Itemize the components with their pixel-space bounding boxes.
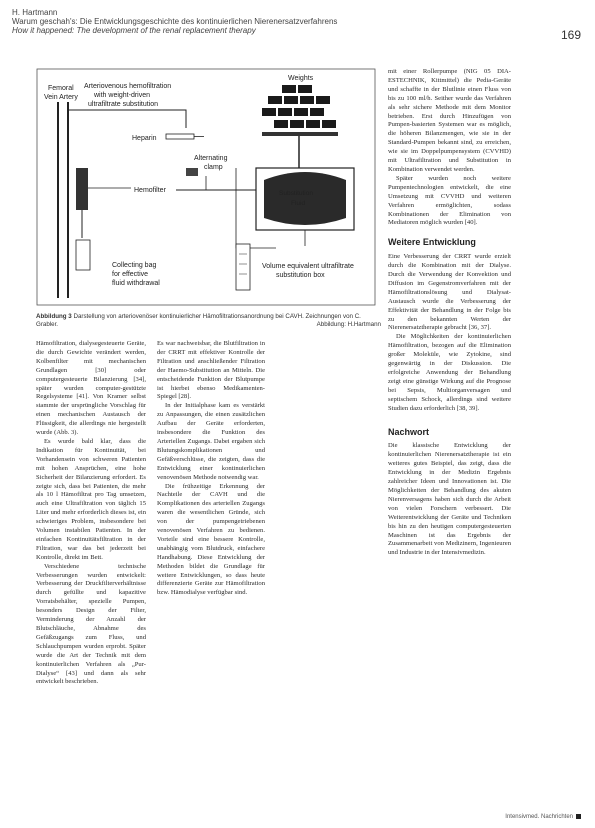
label-fluid: Fluid <box>291 200 306 207</box>
label-vein-artery: Vein Artery <box>44 94 78 101</box>
footer-journal: Intensivmed. Nachrichten <box>505 814 573 820</box>
header-title-en: How it happened: The development of the renal replacement therapy <box>12 26 256 35</box>
page-footer <box>505 814 581 820</box>
header-title-de: Warum geschah's: Die Entwicklungsgeschichte des kontinuierlichen Nierenersatzverfahrens <box>12 17 338 26</box>
page-number: 169 <box>560 28 581 42</box>
label-heparin: Heparin <box>132 135 157 142</box>
label-collecting-3: fluid withdrawal <box>112 280 160 287</box>
measuring-cylinder-icon <box>236 244 250 290</box>
paragraph: Später wurden noch weitere Pumpentechnologien entwickelt, die eine Umsetzung mit CVVHD und weiteren Verfahren ermöglichten, sodass Kombinationen der Elimination von Mediatoren möglich wurden [40]. <box>388 174 511 227</box>
label-femoral: Femoral <box>48 85 74 92</box>
label-collecting-2: for effective <box>112 271 149 278</box>
label-volume-2: substitution box <box>276 272 325 279</box>
paragraph: In der Initialphase kam es verstärkt zu Anpassungen, die einen zusätzlichen Aufbau der Geräte erforderten, insbesondere die Funktion des Arteriellen Zugangs. Dabei ergaben sich Blutungskomplikationen und Gefäßverschlüsse, die zeigten, dass die Entwicklung einer kontinuierlichen venovenösen Methode notwendig war. <box>157 402 265 481</box>
caption-text: Darstellung von arteriovenöser kontinuierlicher Hämofiltrationsanordnung bei CAVH. Zeichnungen von C. Grabler. <box>36 313 361 328</box>
paragraph: mit einer Rollerpumpe (NIG 05 DIA-ESTECHNIK, Kittmittel) die Pedia-Geräte und schaffte in der Blutlinie einen Fluss von bis zu 100 ml/h. Seither wurde das Verfahren als sehr sichere Methode mit dem Monitor betrieben. Erst durch Hinzufügen von Pumpen-basierten Systemen war es möglich, die höheren Bilanzmengen, wie sie in der Standard-Pumpen bekannt sind, zu erreichen, wie sie im Doppelpumpensystem (CVVHD) mit Ultrafiltration und Substitution in Kombination verwendet werden. <box>388 68 511 173</box>
paragraph: Die klassische Entwicklung der kontinuierlichen Nierenersatztherapie ist ein weiteres gutes Beispiel, das zeigt, dass die Entwicklung in der Medizin Ergebnis zahlreicher Ideen und Innovationen ist. Die Möglichkeiten der Behandlung des akuten Nierenversagens haben sich durch die Arbeit von vielen Forschern verbessert. Die Weiterentwicklung der Geräte und Techniken bis hin zu den heutigen computergesteuerten Maschinen ist das Ergebnis der Zusammenarbeit von Medizinern, Ingenieuren und Industrie in der Intensivmedizin. <box>388 442 511 557</box>
text-column-3 <box>388 68 511 558</box>
label-avh-1: Arteriovenous hemofiltration <box>84 83 172 90</box>
running-header <box>12 8 337 35</box>
section-heading-nachwort: Nachwort <box>388 426 430 437</box>
paragraph: Hämofiltration, dialysegesteuerte Geräte, die durch Gewichte verändert werden, Kolbenfilter mit mechanischen Grundlagen [30] oder computergesteuerte Bilanzierung [34], später wurden computer-gestützte Regelsysteme [41]. Von Kramer selbst stammte der ursprüngliche Vorschlag für einen mechanischen Austausch der Flüssigkeit, die allerdings nie hergestellt wurde (Abb. 3). <box>36 340 146 437</box>
figure-caption <box>36 313 381 329</box>
label-avh-3: ultrafiltrate substitution <box>88 101 159 108</box>
label-volume-1: Volume equivalent ultrafiltrate <box>262 263 354 270</box>
label-avh-2: with weight-driven <box>94 92 151 99</box>
label-clamp: clamp <box>204 164 223 171</box>
hemofilter-icon <box>76 168 88 210</box>
substitution-fluid-bag <box>264 172 346 225</box>
paragraph: Eine Verbesserung der CRRT wurde erzielt durch die Kombination mit der Dialyse. Durch die Verwendung der Konvektion und Diffusion im Gegenstromverfahren mit der Hämofiltrationslösung und Dialysat-Austausch wurde die Verbesserung der Effektivität der Behandlung in der Folge bis zu den bekannten Werten der Nierenersatztherapie gebracht [36, 37]. <box>388 253 511 332</box>
figure-cavh-diagram <box>36 68 376 306</box>
label-alternating: Alternating <box>194 155 228 162</box>
paragraph: Die frühzeitige Erkennung der Nachteile der CAVH und die Komplikationen des arteriellen Zugangs waren die wesentlichen Gründe, sich von der pumpengetriebenen venovenösen Verfahren zu bedienen. Vorteile sind eine bessere Kontrolle, unabhängig vom Blutdruck, einfachere Handhabung. Diese Entwicklung der Methoden bildet die Grundlage für weitere Entwicklungen, so dass heute differenzierte Geräte zur Hämofiltration bzw. Hämodialyse verfügbar sind. <box>157 482 265 597</box>
paragraph: Verschiedene technische Verbesserungen wurden entwickelt: Verbesserung der Druckfilterverhältnisse durch gefüllte und kapazitive Vorratsbehälter, spezielle Pumpen, besonders Design der Filter, Verminderung der Anzahl der Blutschläuche, Abnahme des Gefäßzugangs zum Fluss, und Schlauchpumpen wurden erprobt. Später wurde die Art der Technik mit dem kontinuierlichen Verfahren als „Pur-Dialyse“ [43] und dann als sehr entwickelt beschrieben. <box>36 562 146 686</box>
text-column-2 <box>157 340 265 598</box>
caption-label: Abbildung 3 <box>36 313 72 320</box>
footer-square-icon <box>576 814 581 819</box>
paragraph: Es wurde bald klar, dass die Indikation für Kontinuität, bei Vorhandensein von schweren Patienten mit hohen Ansprüchen, eine hohe Sicherheit der Bilanzierung erfordert. Es zeigte sich, dass bei Patienten, die mehr als 10 l Hämofiltrat pro Tag umsetzen, auch eine Ultrafiltration von täglich 15 Liter und mehr erforderlich dieses ist, ein schwieriges Problem, insbesondere bei Volumen instabilen Patienten. In der einfachen Kontinuitätsfiltration in der Filtration, war das bei jederzeit bei Kontrolle, direkt im Bett. <box>36 437 146 561</box>
paragraph: Es war nachweisbar, die Blutfiltration in der CRRT mit effektiver Kontrolle der Filtration und anschließender Filtration der Haemo-Substitution an Mitteln. Die entscheidende Funktion der Blutpumpe ist hierbei ebenso Medikamenten-Spiegel [28]. <box>157 340 265 401</box>
label-substitution: Substitution <box>279 190 313 197</box>
section-heading-weitere-entwicklung: Weitere Entwicklung <box>388 237 476 248</box>
label-collecting-1: Collecting bag <box>112 262 157 269</box>
clamp-icon <box>186 168 198 176</box>
weight-plate <box>262 132 338 136</box>
header-author: H. Hartmann <box>12 8 58 17</box>
label-weights: Weights <box>288 75 314 82</box>
label-hemofilter: Hemofilter <box>134 187 166 194</box>
text-column-1 <box>36 340 146 687</box>
caption-credit: Abbildung: H.Hartmann <box>316 321 381 328</box>
collecting-bag-icon <box>76 240 90 270</box>
paragraph: Die Möglichkeiten der kontinuierlichen Hämofiltration, bezogen auf die Elimination großer Moleküle, wie Zytokine, sind gegenwärtig in der Diskussion. Die erfolgreiche Anwendung der Behandlung zeigt eine günstige Wirkung auf die Prognose bei Sepsis, Multiorganversagen und septischem Schock, allerdings sind weitere Studien dazu erforderlich [38, 39]. <box>388 333 511 412</box>
